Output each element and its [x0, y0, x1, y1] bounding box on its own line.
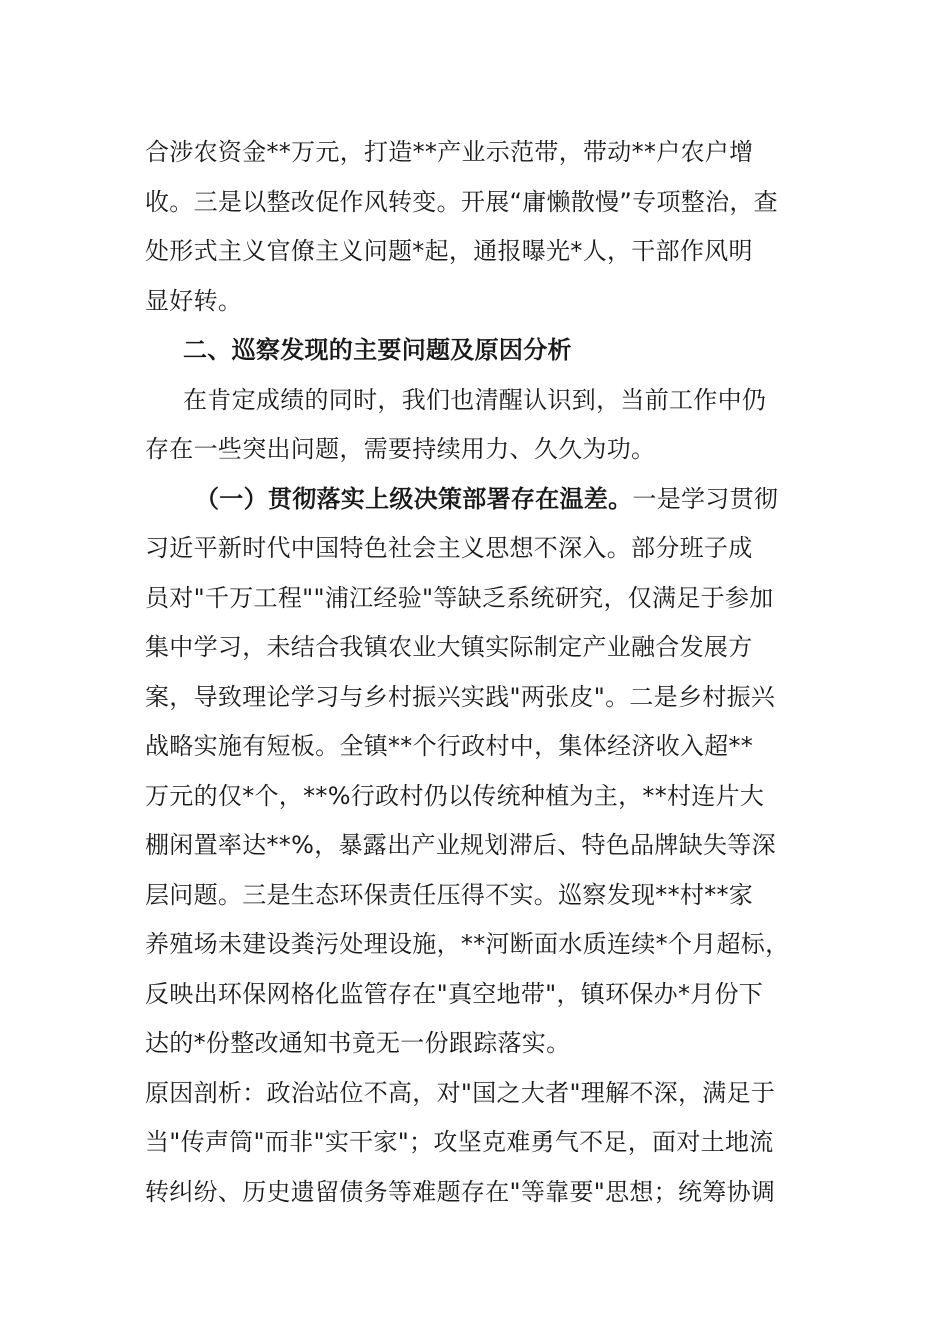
paragraph-line: 收。三是以整改促作风转变。开展“庸懒散慢”专项整治，查 [145, 187, 778, 216]
paragraph-line: 存在一些突出问题，需要持续用力、久久为功。 [145, 435, 656, 463]
paragraph-line: 员对"千万工程""浦江经验"等缺乏系统研究，仅满足于参加 [145, 583, 774, 612]
subsection-line [145, 475, 817, 525]
paragraph-line: 当"传声筒"而非"实干家"；攻坚克难勇气不足，面对土地流 [145, 1128, 774, 1156]
paragraph-line: 案，导致理论学习与乡村振兴实践"两张皮"。二是乡村振兴 [145, 682, 776, 711]
paragraph-line: 层问题。三是生态环保责任压得不实。巡察发现**村**家 [145, 880, 754, 909]
paragraph-line: 战略实施有短板。全镇**个行政村中，集体经济收入超** [145, 732, 754, 760]
paragraph-line: 集中学习，未结合我镇农业大镇实际制定产业融合发展方 [145, 633, 753, 661]
paragraph-line: 达的*份整改通知书竟无一份跟踪落实。 [145, 1029, 571, 1057]
section-heading: 二、巡察发现的主要问题及原因分析 [183, 336, 572, 364]
paragraph-line: 反映出环保网格化监管存在"真空地带"，镇环保办*月份下 [145, 979, 764, 1008]
subsection-heading: （一）贯彻落实上级决策部署存在温差。 [195, 484, 633, 513]
paragraph-line: 处形式主义官僚主义问题*起，通报曝光*人，干部作风明 [145, 237, 753, 265]
paragraph-line: 棚闲置率达**%，暴露出产业规划滞后、特色品牌缺失等深 [145, 831, 776, 859]
paragraph-line: 万元的仅*个，**%行政村仍以传统种植为主，**村连片大 [145, 781, 765, 810]
paragraph-line: 在肯定成绩的同时，我们也清醒认识到，当前工作中仍 [183, 385, 767, 414]
document-body [145, 128, 817, 1217]
subsection-line-rest: 一是学习贯彻 [632, 484, 779, 513]
paragraph-line: 合涉农资金**万元，打造**产业示范带，带动**户农户增 [145, 138, 754, 166]
paragraph-line: 显好转。 [145, 286, 243, 315]
paragraph-line: 养殖场未建设粪污处理设施，**河断面水质连续*个月超标， [145, 930, 790, 958]
paragraph-line: 转纠纷、历史遗留债务等难题存在"等靠要"思想；统筹协调 [145, 1177, 776, 1206]
paragraph-line: 原因剖析：政治站位不高，对"国之大者"理解不深，满足于 [145, 1078, 776, 1107]
paragraph-line: 习近平新时代中国特色社会主义思想不深入。部分班子成 [145, 534, 753, 562]
